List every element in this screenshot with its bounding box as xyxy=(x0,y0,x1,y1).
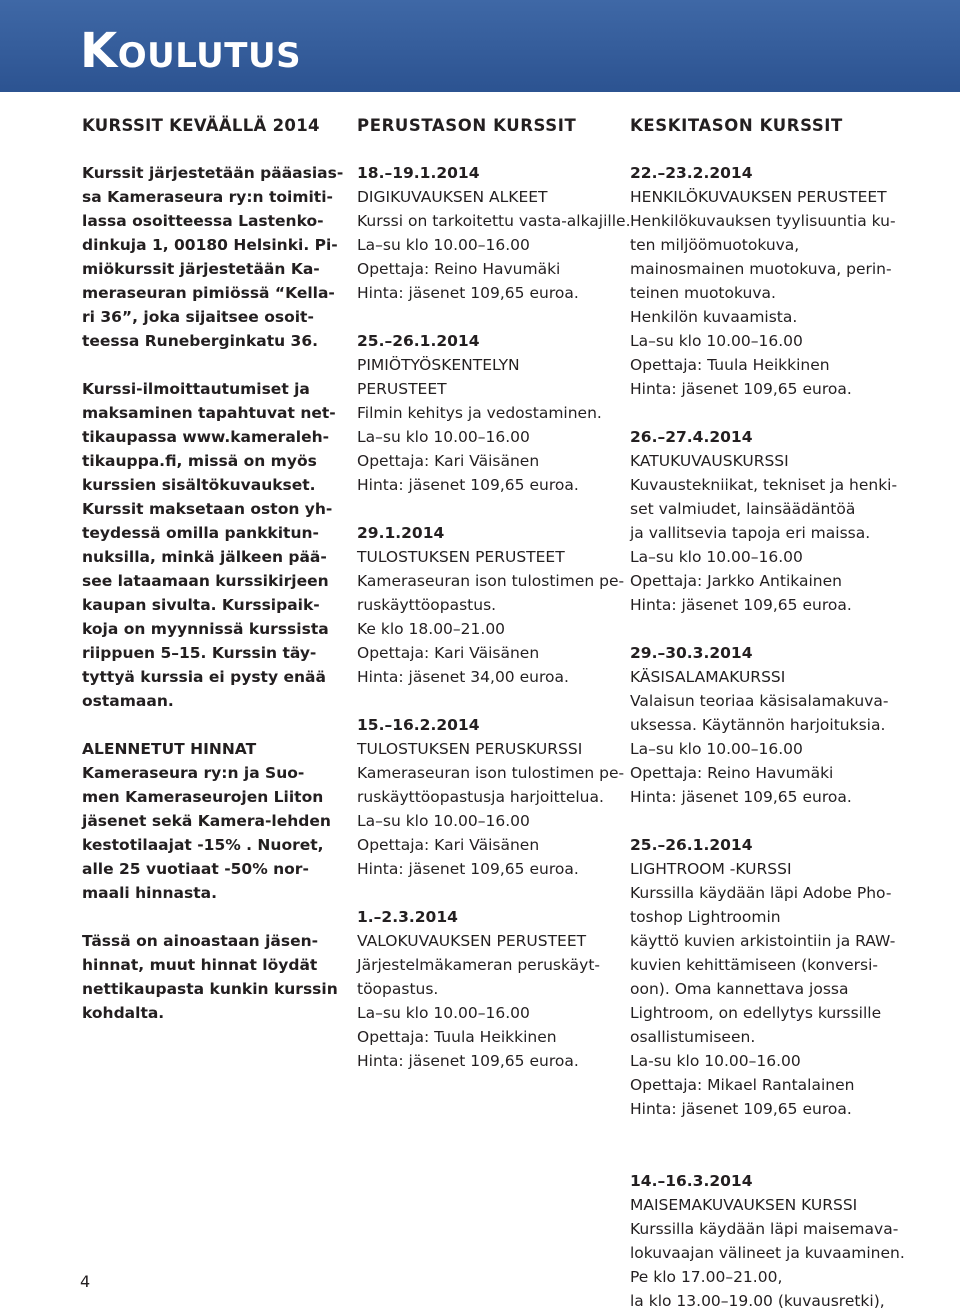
text-line: Henkilökuvauksen tyylisuuntia ku- xyxy=(630,212,896,230)
column-basic-list xyxy=(357,161,631,1073)
text-line: ostamaan. xyxy=(82,692,174,710)
text-line: nettikaupasta kunkin kurssin xyxy=(82,980,338,998)
paragraph-gap xyxy=(630,1145,905,1169)
text-line: osallistumiseen. xyxy=(630,1028,756,1046)
text-line: nuksilla, minkä jälkeen pää- xyxy=(82,548,327,566)
text-line: PERUSTEET xyxy=(357,380,447,398)
course-date: 29.–30.3.2014 xyxy=(630,644,753,662)
text-line: ja vallitsevia tapoja eri maissa. xyxy=(630,524,871,542)
text-line: Hinta: jäsenet 34,00 euroa. xyxy=(357,668,569,686)
text-line: Ke klo 18.00–21.00 xyxy=(357,620,506,638)
text-line: MAISEMAKUVAUKSEN KURSSI xyxy=(630,1196,858,1214)
text-line: see lataamaan kurssikirjeen xyxy=(82,572,329,590)
text-line: ruskäyttöopastusja harjoittelua. xyxy=(357,788,604,806)
text-line: maali hinnasta. xyxy=(82,884,217,902)
text-line: Hinta: jäsenet 109,65 euroa. xyxy=(357,284,579,302)
text-line: sa Kameraseura ry:n toimiti- xyxy=(82,188,333,206)
paragraph-gap xyxy=(357,689,631,713)
text-line: Kameraseuran ison tulostimen pe- xyxy=(357,764,625,782)
text-line: kestotilaajat -15% . Nuoret, xyxy=(82,836,324,854)
text-line: la klo 13.00–19.00 (kuvausretki), xyxy=(630,1292,885,1310)
paragraph-gap xyxy=(82,353,343,377)
text-line: Opettaja: Kari Väisänen xyxy=(357,836,540,854)
text-line: Opettaja: Reino Havumäki xyxy=(630,764,834,782)
text-line: Kurssilla käydään läpi maisemava- xyxy=(630,1220,899,1238)
text-line: Hinta: jäsenet 109,65 euroa. xyxy=(357,476,579,494)
text-line: tikauppa.fi, missä on myös xyxy=(82,452,317,470)
text-line: La–su klo 10.00–16.00 xyxy=(357,812,530,830)
paragraph-gap xyxy=(357,881,631,905)
text-line: jäsenet sekä Kamera-lehden xyxy=(82,812,331,830)
page-title: Koulutus xyxy=(80,23,302,79)
text-line: Kurssi on tarkoitettu vasta-alkajille. xyxy=(357,212,631,230)
text-line: KATUKUVAUSKURSSI xyxy=(630,452,789,470)
text-line: tikaupassa www.kameraleh- xyxy=(82,428,330,446)
text-line: dinkuja 1, 00180 Helsinki. Pi- xyxy=(82,236,338,254)
text-line: La–su klo 10.00–16.00 xyxy=(630,548,803,566)
text-line: La–su klo 10.00–16.00 xyxy=(630,332,803,350)
text-line: men Kameraseurojen Liiton xyxy=(82,788,324,806)
course-date: 18.–19.1.2014 xyxy=(357,164,480,182)
course-date: 26.–27.4.2014 xyxy=(630,428,753,446)
text-line: Hinta: jäsenet 109,65 euroa. xyxy=(357,1052,579,1070)
text-line: La–su klo 10.00–16.00 xyxy=(357,428,530,446)
text-line: Kuvaustekniikat, tekniset ja henki- xyxy=(630,476,898,494)
text-line: maksaminen tapahtuvat net- xyxy=(82,404,336,422)
text-line: HENKILÖKUVAUKSEN PERUSTEET xyxy=(630,188,887,206)
page-number: 4 xyxy=(80,1272,91,1291)
text-line: set valmiudet, lainsäädäntöä xyxy=(630,500,856,518)
text-line: Opettaja: Kari Väisänen xyxy=(357,644,540,662)
course-date: 22.–23.2.2014 xyxy=(630,164,753,182)
text-line: tyttyä kurssia ei pysty enää xyxy=(82,668,326,686)
text-line: kohdalta. xyxy=(82,1004,165,1022)
text-line: La–su klo 10.00–16.00 xyxy=(357,1004,530,1022)
course-date: 15.–16.2.2014 xyxy=(357,716,480,734)
text-line: KÄSISALAMAKURSSI xyxy=(630,668,786,686)
text-line: Kurssit maksetaan oston yh- xyxy=(82,500,333,518)
paragraph-gap xyxy=(82,905,343,929)
text-line: Opettaja: Mikael Rantalainen xyxy=(630,1076,855,1094)
text-line: lokuvaajan välineet ja kuvaaminen. xyxy=(630,1244,905,1262)
text-line: Opettaja: Tuula Heikkinen xyxy=(630,356,830,374)
column-basic-heading: PERUSTASON KURSSIT xyxy=(357,116,577,135)
text-line: Hinta: jäsenet 109,65 euroa. xyxy=(630,1100,852,1118)
text-line: koja on myynnissä kurssista xyxy=(82,620,329,638)
text-line: teydessä omilla pankkitun- xyxy=(82,524,319,542)
text-line: Opettaja: Tuula Heikkinen xyxy=(357,1028,557,1046)
text-line: teessa Runeberginkatu 36. xyxy=(82,332,319,350)
text-line: TULOSTUKSEN PERUSKURSSI xyxy=(357,740,583,758)
text-line: PIMIÖTYÖSKENTELYN xyxy=(357,356,520,374)
text-line: Pe klo 17.00–21.00, xyxy=(630,1268,783,1286)
text-line: Hinta: jäsenet 109,65 euroa. xyxy=(630,380,852,398)
text-line: LIGHTROOM -KURSSI xyxy=(630,860,792,878)
text-line: teinen muotokuva. xyxy=(630,284,776,302)
header-banner xyxy=(0,0,960,92)
paragraph-gap xyxy=(630,1121,905,1145)
paragraph-gap xyxy=(82,713,343,737)
paragraph-gap xyxy=(357,497,631,521)
text-line: ten miljöömuotokuva, xyxy=(630,236,800,254)
text-line: La–su klo 10.00–16.00 xyxy=(630,740,803,758)
text-line: Kameraseuran ison tulostimen pe- xyxy=(357,572,625,590)
text-line: Kurssi-ilmoittautumiset ja xyxy=(82,380,310,398)
text-line: TULOSTUKSEN PERUSTEET xyxy=(357,548,565,566)
text-line: Opettaja: Reino Havumäki xyxy=(357,260,561,278)
text-line: Hinta: jäsenet 109,65 euroa. xyxy=(630,596,852,614)
text-line: Kameraseura ry:n ja Suo- xyxy=(82,764,305,782)
text-line: lassa osoitteessa Lastenko- xyxy=(82,212,324,230)
paragraph-gap xyxy=(630,809,905,833)
text-line: kaupan sivulta. Kurssipaik- xyxy=(82,596,320,614)
text-line: Henkilön kuvaamista. xyxy=(630,308,798,326)
text-line: uksessa. Käytännön harjoituksia. xyxy=(630,716,886,734)
text-line: Opettaja: Kari Väisänen xyxy=(357,452,540,470)
course-date: 25.–26.1.2014 xyxy=(630,836,753,854)
text-line: DIGIKUVAUKSEN ALKEET xyxy=(357,188,548,206)
column-intro-text xyxy=(82,161,343,1025)
column-intermediate-heading: KESKITASON KURSSIT xyxy=(630,116,843,135)
text-line: miökurssit järjestetään Ka- xyxy=(82,260,320,278)
text-line: La–su klo 10.00–16.00 xyxy=(357,236,530,254)
course-date: 1.–2.3.2014 xyxy=(357,908,458,926)
course-date: 25.–26.1.2014 xyxy=(357,332,480,350)
paragraph-gap xyxy=(630,401,905,425)
text-line: VALOKUVAUKSEN PERUSTEET xyxy=(357,932,587,950)
text-line: alle 25 vuotiaat -50% nor- xyxy=(82,860,309,878)
text-line: mainosmainen muotokuva, perin- xyxy=(630,260,892,278)
text-line: Kurssilla käydään läpi Adobe Pho- xyxy=(630,884,892,902)
column-intro-heading: KURSSIT KEVÄÄLLÄ 2014 xyxy=(82,116,320,135)
text-line: kurssien sisältökuvaukset. xyxy=(82,476,316,494)
text-line: Järjestelmäkameran peruskäyt- xyxy=(357,956,601,974)
text-line: kuvien kehittämiseen (konversi- xyxy=(630,956,878,974)
paragraph-gap xyxy=(357,305,631,329)
paragraph-gap xyxy=(630,617,905,641)
text-line: Opettaja: Jarkko Antikainen xyxy=(630,572,842,590)
course-date: 14.–16.3.2014 xyxy=(630,1172,753,1190)
text-line: Hinta: jäsenet 109,65 euroa. xyxy=(357,860,579,878)
text-line: Lightroom, on edellytys kurssille xyxy=(630,1004,882,1022)
text-line: Valaisun teoriaa käsisalamakuva- xyxy=(630,692,889,710)
text-line: riippuen 5–15. Kurssin täy- xyxy=(82,644,317,662)
text-line: ri 36”, joka sijaitsee osoit- xyxy=(82,308,314,326)
text-line: Filmin kehitys ja vedostaminen. xyxy=(357,404,602,422)
text-line: käyttö kuvien arkistointiin ja RAW- xyxy=(630,932,896,950)
column-intermediate-list xyxy=(630,161,905,1313)
text-line: Hinta: jäsenet 109,65 euroa. xyxy=(630,788,852,806)
text-line: hinnat, muut hinnat löydät xyxy=(82,956,318,974)
text-line: Kurssit järjestetään pääasias- xyxy=(82,164,344,182)
course-date: 29.1.2014 xyxy=(357,524,445,542)
text-line: oon). Oma kannettava jossa xyxy=(630,980,849,998)
text-line: Tässä on ainoastaan jäsen- xyxy=(82,932,319,950)
text-line: La-su klo 10.00–16.00 xyxy=(630,1052,801,1070)
text-line: meraseuran pimiössä “Kella- xyxy=(82,284,335,302)
text-line: toshop Lightroomin xyxy=(630,908,781,926)
text-line: ALENNETUT HINNAT xyxy=(82,740,257,758)
text-line: töopastus. xyxy=(357,980,439,998)
text-line: ruskäyttöopastus. xyxy=(357,596,497,614)
